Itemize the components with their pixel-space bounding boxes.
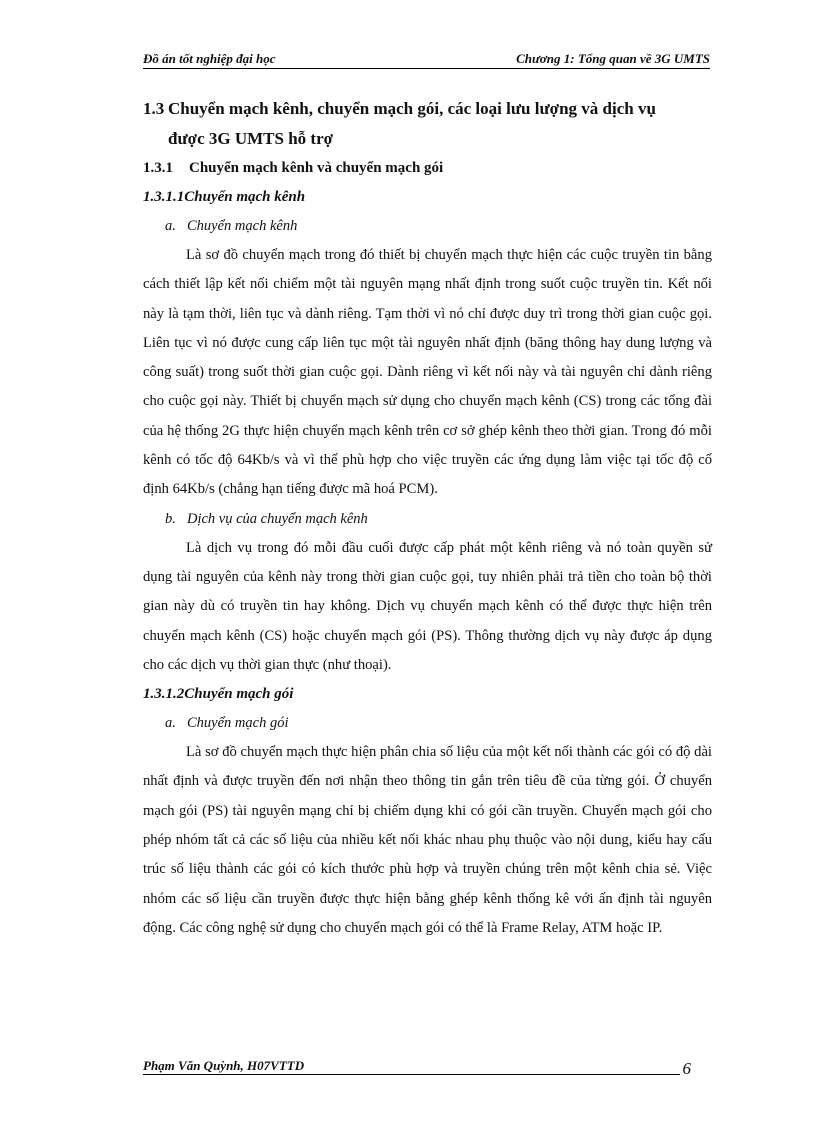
section-heading	[143, 94, 712, 154]
subsubsection-heading-1	[143, 183, 712, 212]
subsection-title: Chuyển mạch kênh và chuyển mạch gói	[189, 160, 444, 176]
item-heading-2a	[143, 709, 712, 738]
item-title-1a: Chuyển mạch kênh	[187, 218, 298, 234]
page-content	[143, 94, 712, 943]
paragraph-1a: Là sơ đồ chuyển mạch trong đó thiết bị chuyển mạch thực hiện các cuộc truyền tin bằng cách thiết lập kết nối chiếm một tài nguyên mạng nhất định trong suốt cuộc truyền tin. Kết nối này là tạm thời, liên tục và dành riêng. Tạm thời vì nó chỉ được duy trì trong thời gian cuộc gọi. Liên tục vì nó được cung cấp liên tục một tài nguyên nhất định (băng thông hay dung lượng và công suất) trong suốt thời gian cuộc gọi. Dành riêng vì kết nối này và tài nguyên chỉ dành riêng cho cuộc gọi này. Thiết bị chuyển mạch sử dụng cho chuyển mạch kênh (CS) trong các tổng đài của hệ thống 2G thực hiện chuyển mạch kênh trên cơ sở ghép kênh theo thời gian. Trong đó mỗi kênh có tốc độ 64Kb/s và vì thế phù hợp cho việc truyền các ứng dụng làm việc tại tốc độ cố định 64Kb/s (chẳng hạn tiếng được mã hoá PCM).	[143, 247, 712, 498]
item-letter-2a: a.	[165, 715, 176, 732]
paragraph-2a: Là sơ đồ chuyển mạch thực hiện phân chia số liệu của một kết nối thành các gói có độ dài nhất định và được truyền đến nơi nhận theo thông tin gắn trên tiêu đề của từng gói. Ở chuyển mạch gói (PS) tài nguyên mạng chỉ bị chiếm dụng khi có gói cần truyền. Chuyển mạch gói cho phép nhóm tất cả các số liệu của nhiều kết nối khác nhau phụ thuộc vào nội dung, kiểu hay cấu trúc số liệu thành các gói có kích thước phù hợp và truyền chúng trên một kênh chia sẻ. Việc nhóm các số liệu cần truyền được thực hiện bằng ghép kênh thống kê với ấn định tài nguyên động. Các công nghệ sử dụng cho chuyển mạch gói có thể là Frame Relay, ATM hoặc IP.	[143, 744, 712, 936]
subsubsection-number-2: 1.3.1.2	[143, 686, 185, 703]
footer-rule	[143, 1074, 680, 1075]
item-title-2a: Chuyển mạch gói	[187, 715, 289, 732]
subsection-heading	[143, 154, 712, 183]
item-heading-1a	[143, 212, 712, 241]
page-footer	[143, 1058, 691, 1076]
section-number: 1.3	[143, 99, 165, 118]
header-chapter-title: Chương 1: Tổng quan về 3G UMTS	[516, 51, 710, 66]
footer-author: Phạm Văn Quỳnh, H07VTTD	[143, 1058, 305, 1073]
section-title-line2: được 3G UMTS hỗ trợ	[168, 129, 334, 148]
item-heading-1b	[143, 505, 712, 534]
header-document-title: Đồ án tốt nghiệp đại học	[143, 51, 276, 66]
item-title-1b: Dịch vụ của chuyển mạch kênh	[187, 510, 368, 527]
page-header	[143, 50, 710, 69]
item-letter-1a: a.	[165, 218, 176, 234]
page-number: 6	[682, 1059, 691, 1078]
subsubsection-heading-2	[143, 680, 712, 709]
subsubsection-number-1: 1.3.1.1	[143, 189, 185, 205]
section-title-line1: Chuyển mạch kênh, chuyển mạch gói, các loại lưu lượng và dịch vụ	[168, 99, 656, 118]
subsection-number: 1.3.1	[143, 160, 173, 176]
subsubsection-title-2: Chuyển mạch gói	[184, 686, 294, 703]
item-letter-1b: b.	[165, 510, 176, 527]
paragraph-1b: Là dịch vụ trong đó mỗi đầu cuối được cấp phát một kênh riêng và nó toàn quyền sử dụng tài nguyên của kênh này trong thời gian cuộc gọi, tuy nhiên phải trả tiền cho toàn bộ thời gian này dù có truyền tin hay không. Dịch vụ chuyển mạch kênh có thể được thực hiện trên chuyển mạch kênh (CS) hoặc chuyển mạch gói (PS). Thông thường dịch vụ này được áp dụng cho các dịch vụ thời gian thực (như thoại).	[143, 539, 712, 673]
subsubsection-title-1: Chuyển mạch kênh	[184, 189, 306, 205]
